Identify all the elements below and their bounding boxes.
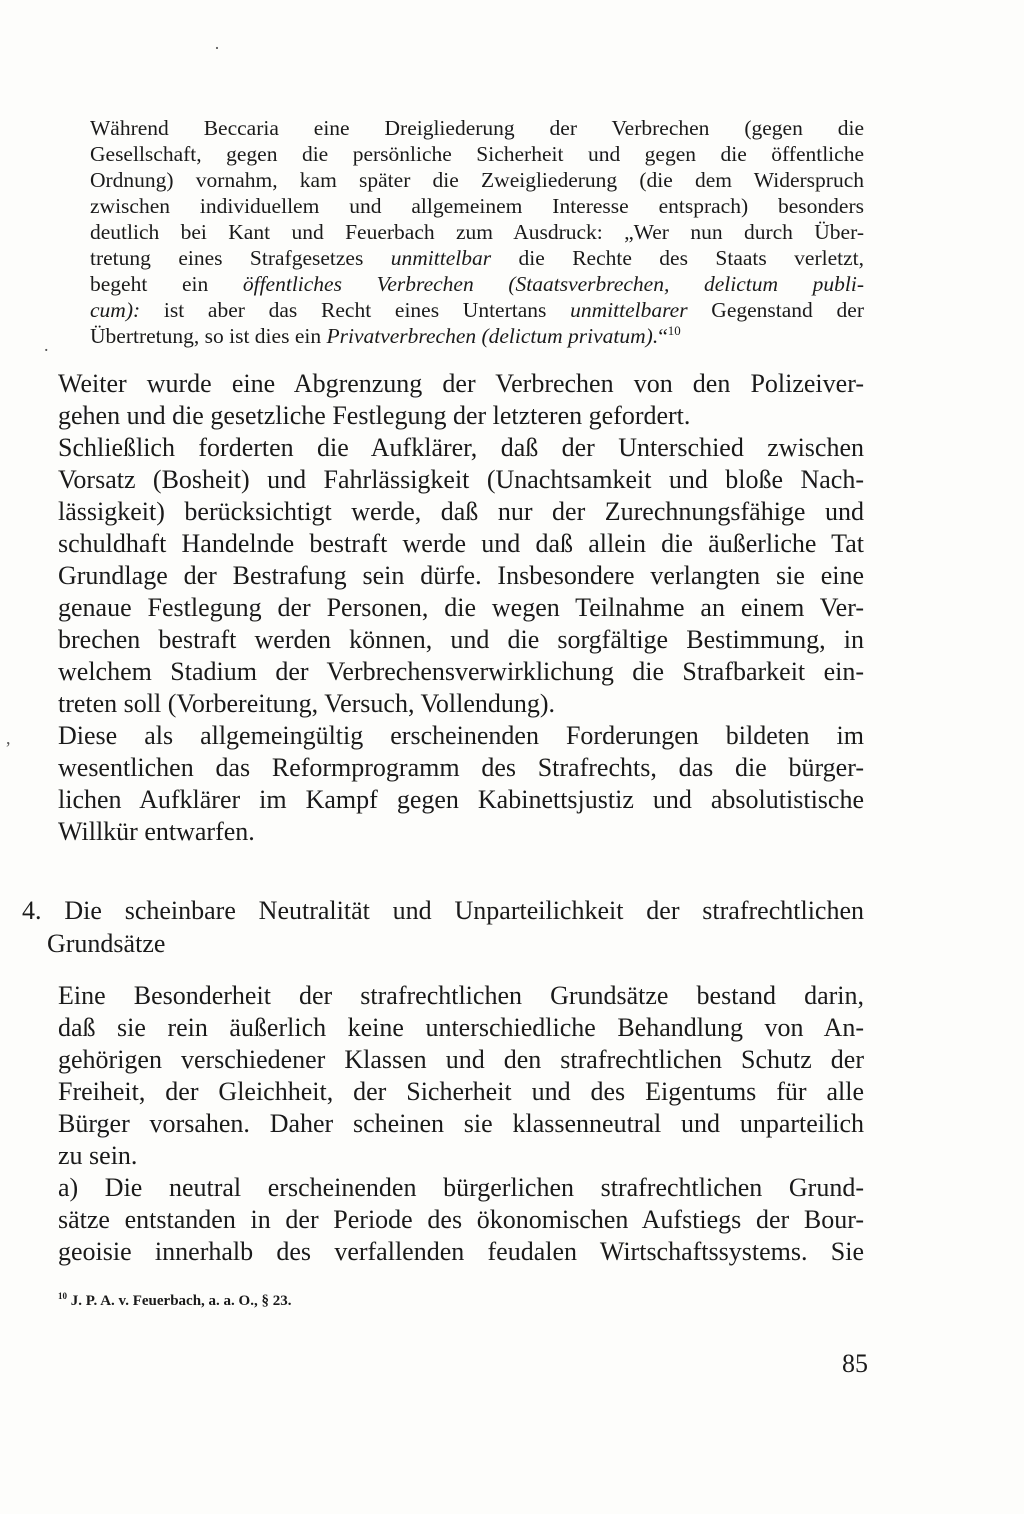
text-line: Willkür entwarfen. [58, 817, 255, 846]
section-heading [22, 894, 864, 960]
text-line: a) Die neutral erscheinenden bürgerlichen strafrechtlichen Grund- [58, 1173, 864, 1202]
text-line: wesentlichen das Reformprogramm des Strafrechts, das die bürger- [58, 753, 864, 782]
quote-line: cum): ist aber das Recht eines Untertans unmittelbarer Gegenstand der [90, 298, 864, 322]
paragraph [58, 432, 864, 720]
margin-mark: . [44, 335, 49, 355]
paragraph [58, 980, 864, 1172]
text-line: lässigkeit) berücksichtigt werde, daß nur der Zurechnungsfähige und [58, 497, 864, 526]
quotation-block [90, 115, 864, 349]
footnote-number: 10 [58, 1291, 67, 1301]
quote-line: Gesellschaft, gegen die persönliche Sicherheit und gegen die öffentliche [90, 142, 864, 166]
text-line: Eine Besonderheit der strafrechtlichen Grundsätze bestand darin, [58, 981, 864, 1010]
footnote-text: J. P. A. v. Feuerbach, a. a. O., § 23. [67, 1293, 292, 1309]
quote-line: Während Beccaria eine Dreigliederung der Verbrechen (gegen die [90, 116, 864, 140]
quote-line: begeht ein öffentliches Verbrechen (Staatsverbrechen, delictum publi- [90, 272, 865, 296]
quote-line: deutlich bei Kant und Feuerbach zum Ausdruck: „Wer nun durch Über- [90, 220, 864, 244]
text-line: genaue Festlegung der Personen, die wegen Teilnahme an einem Ver- [58, 593, 864, 622]
text-line: Diese als allgemeingültig erscheinenden Forderungen bildeten im [58, 721, 864, 750]
quote-line: Ordnung) vornahm, kam später die Zweigliederung (die dem Widerspruch [90, 168, 864, 192]
speck-mark: · [214, 38, 220, 58]
paragraph [58, 720, 864, 848]
text-line: daß sie rein äußerlich keine unterschiedliche Behandlung von An- [58, 1013, 864, 1042]
text-line: Vorsatz (Bosheit) und Fahrlässigkeit (Unachtsamkeit und bloße Nach- [58, 465, 864, 494]
text-line: sätze entstanden in der Periode des ökonomischen Aufstiegs der Bour- [58, 1205, 864, 1234]
heading-line: Grundsätze [47, 929, 166, 958]
text-line: schuldhaft Handelnde bestraft werde und daß allein die äußerliche Tat [58, 529, 864, 558]
text-line: gehen und die gesetzliche Festlegung der letzteren gefordert. [58, 401, 691, 430]
text-line: Weiter wurde eine Abgrenzung der Verbrechen von den Polizeiver- [58, 369, 864, 398]
text-line: lichen Aufklärer im Kampf gegen Kabinettsjustiz und absolutistische [58, 785, 864, 814]
text-line: Grundlage der Bestrafung sein dürfe. Insbesondere verlangten sie eine [58, 561, 864, 590]
paragraph [58, 368, 864, 432]
text-line: Schließlich forderten die Aufklärer, daß der Unterschied zwischen [58, 433, 864, 462]
footnote-ref: 10 [667, 323, 681, 338]
heading-line: 4. Die scheinbare Neutralität und Unparteilichkeit der strafrechtlichen [22, 896, 864, 925]
quote-line: zwischen individuellem und allgemeinem Interesse entsprach) besonders [90, 194, 864, 218]
quote-line: tretung eines Strafgesetzes unmittelbar die Rechte des Staats verletzt, [90, 246, 864, 270]
text-line: zu sein. [58, 1141, 138, 1170]
text-line: welchem Stadium der Verbrechensverwirklichung die Strafbarkeit ein- [58, 657, 864, 686]
margin-mark: , [6, 728, 11, 748]
text-line: Freiheit, der Gleichheit, der Sicherheit und des Eigentums für alle [58, 1077, 864, 1106]
text-line: geoisie innerhalb des verfallenden feudalen Wirtschaftssystems. Sie [58, 1237, 864, 1266]
text-line: Bürger vorsahen. Daher scheinen sie klassenneutral und unparteilich [58, 1109, 864, 1138]
page-number: 85 [842, 1349, 868, 1378]
text-line: gehörigen verschiedener Klassen und den strafrechtlichen Schutz der [58, 1045, 864, 1074]
paragraph [58, 1172, 864, 1268]
quote-line: Übertretung, so ist dies ein Privatverbrechen (delictum privatum).“$^{10}$ [90, 323, 681, 348]
footnote [58, 1293, 864, 1310]
text-line: brechen bestraft werden können, und die sorgfältige Bestimmung, in [58, 625, 864, 654]
text-line: treten soll (Vorbereitung, Versuch, Vollendung). [58, 689, 556, 718]
